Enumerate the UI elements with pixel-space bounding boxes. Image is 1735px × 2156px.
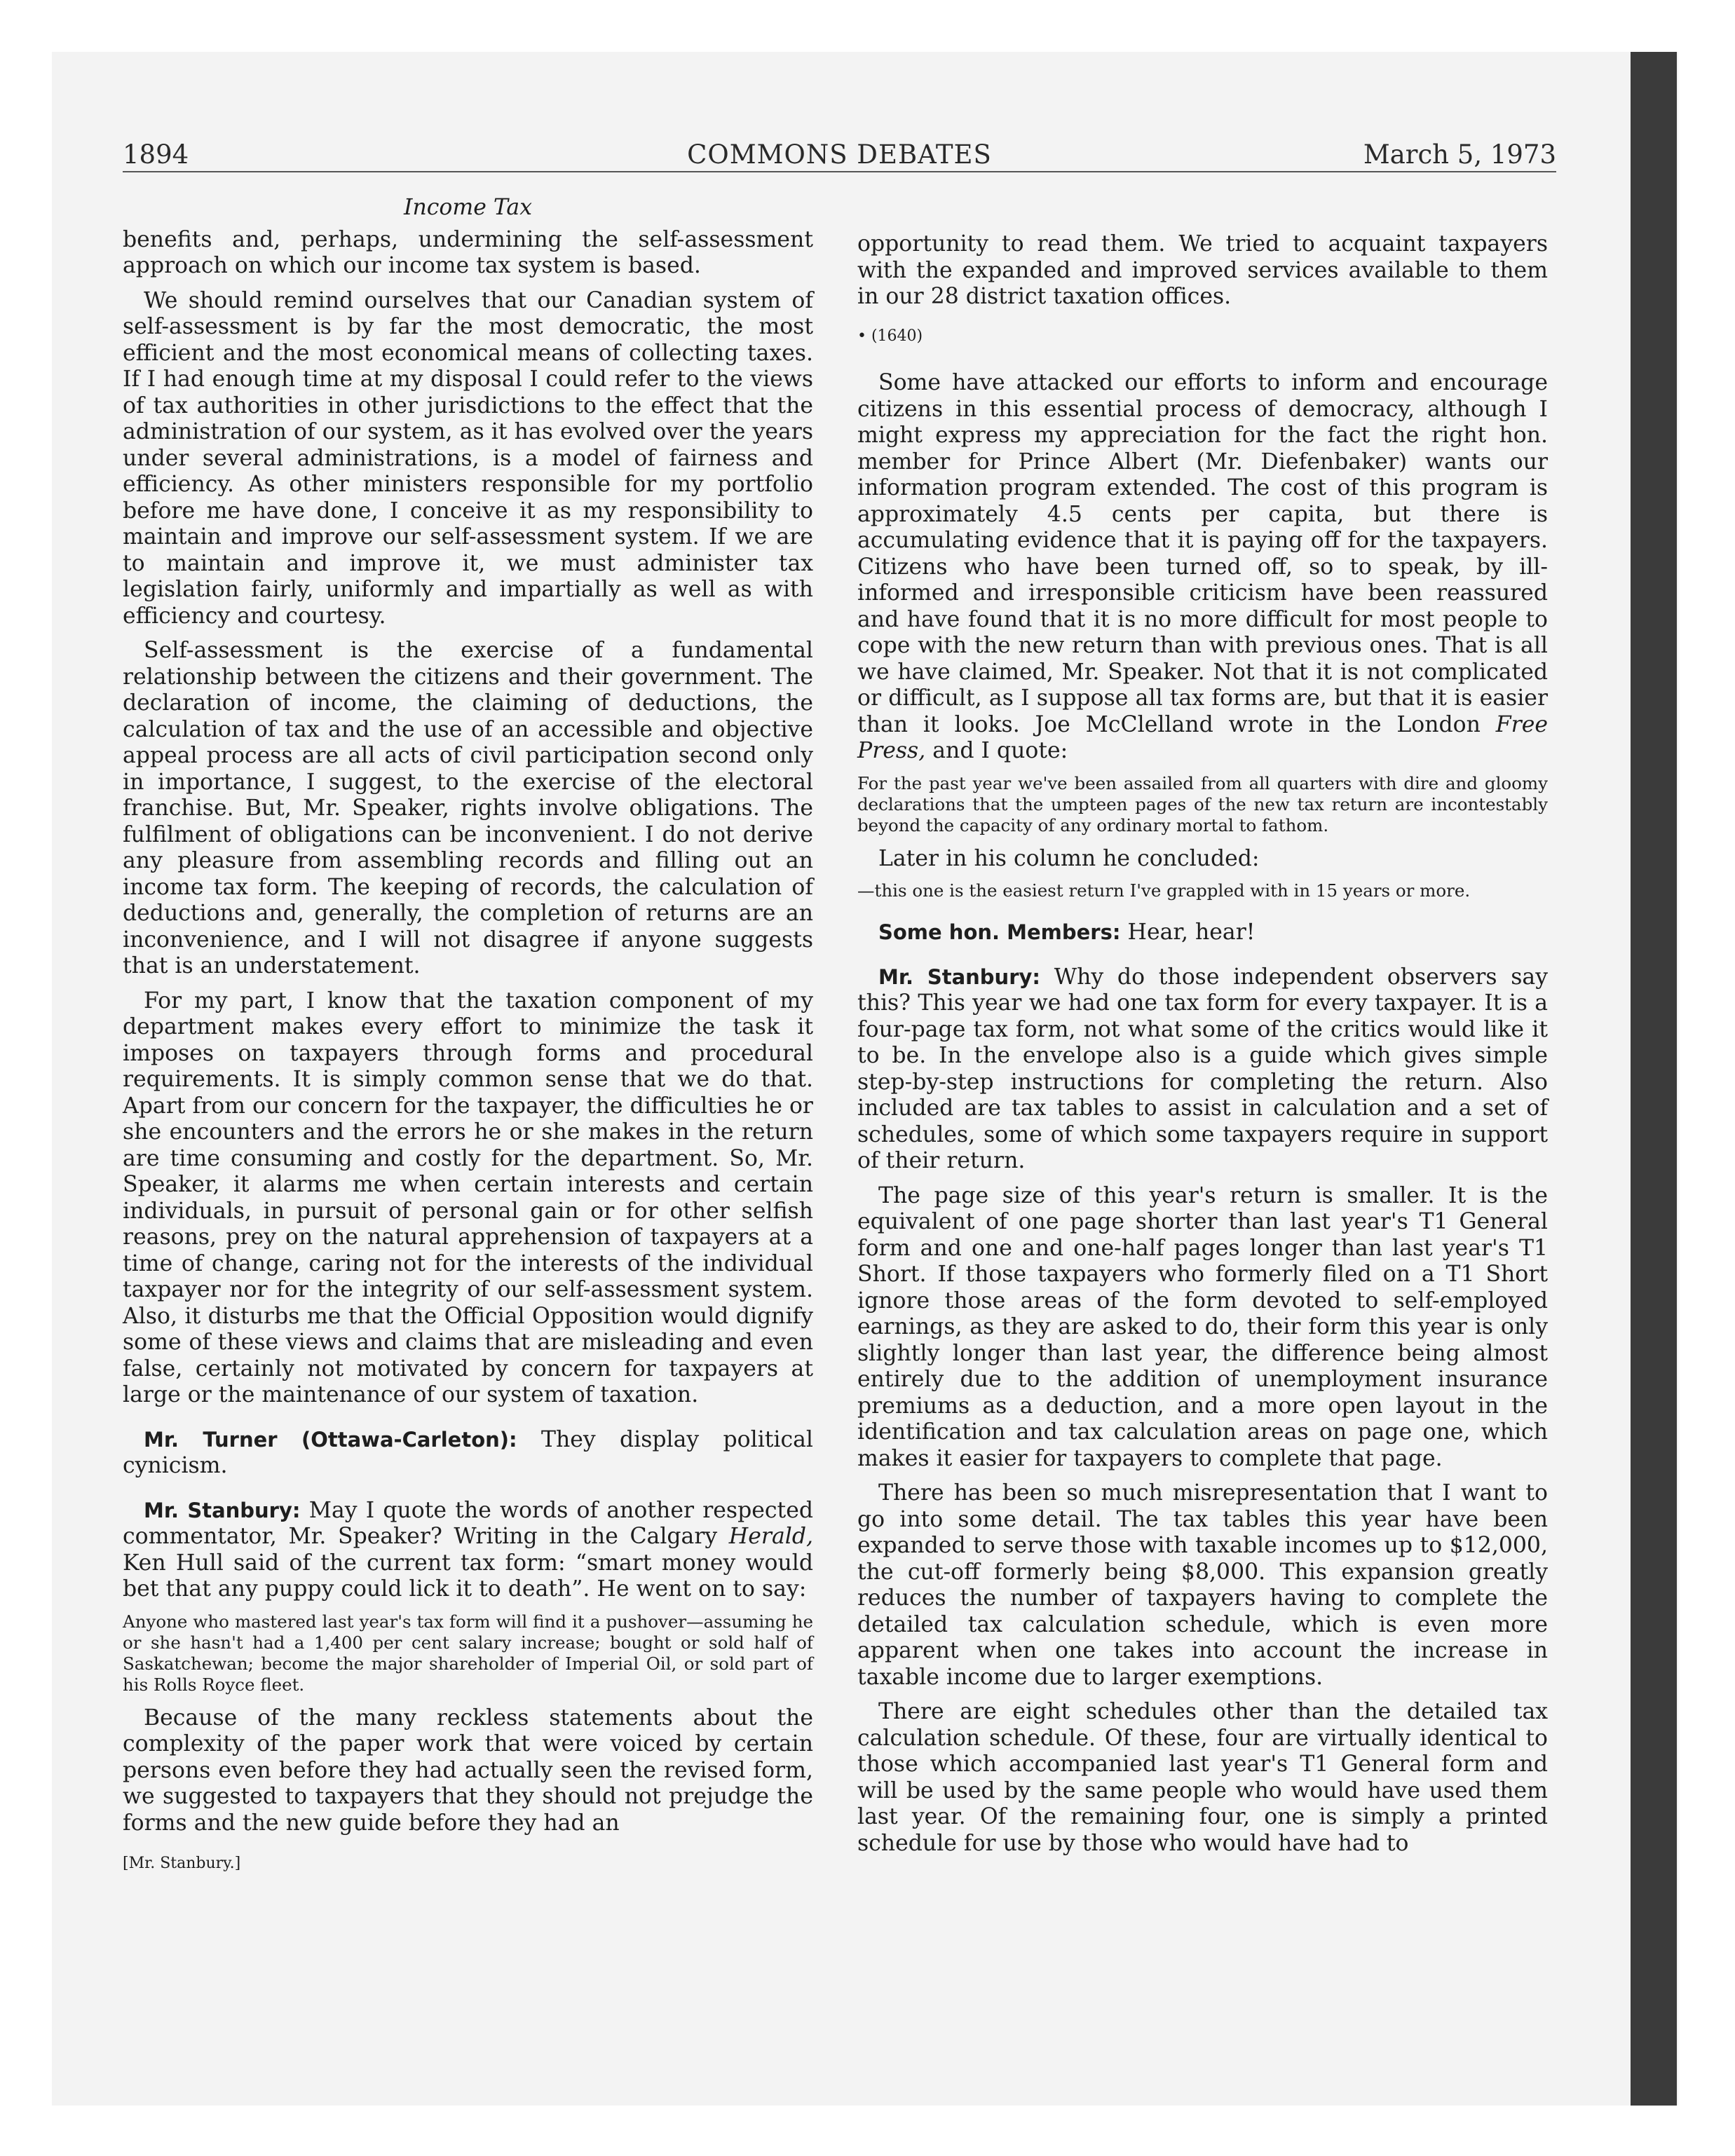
paragraph: benefits and, perhaps, undermining the self-assessment approach on which our income tax system is based. [123,226,813,278]
block-quote: Anyone who mastered last year's tax form will find it a pushover—assuming he or she hasn't had a 1,400 per cent salary increase; bought or sold half of Saskatchewan; become the major shareholder of Imperial Oil, or sold part of his Rolls Royce fleet. [123,1611,813,1695]
page-header [123,139,1556,171]
section-title: Income Tax [404,195,532,220]
speaker-name: Mr. Turner (Ottawa-Carleton): [144,1427,517,1452]
paragraph-text: Some have attacked our efforts to inform and encourage citizens in this essential process of democracy, although I might express my appreciation for the fact the right hon. member for Prince Albert (Mr. Diefenbaker) wants our information program extended. The cost of this program is approximately 4.5 cents per capita, but there is accumulating evidence that it is paying off for the taxpayers. Citizens who have been turned off, so to speak, by ill-informed and irresponsible criticism have been reassured and have found that it is no more difficult for most people to cope with the new return than with previous ones. That is all we have claimed, Mr. Speaker. Not that it is not complicated or difficult, as I suppose all tax forms are, but that it is easier than it looks. Joe McClelland wrote in the London [857,370,1548,737]
block-quote: For the past year we've been assailed from all quarters with dire and gloomy declarations that the umpteen pages of the new tax return are incontestably beyond the capacity of any ordinary mortal to fathom. [857,772,1548,835]
speech-turner [123,1427,813,1480]
speech-text: They display political cynicism. [123,1426,813,1478]
paragraph: The page size of this year's return is smaller. It is the equivalent of one page shorter than last year's T1 General form and one and one-half pages longer than last year's T1 Short. If those taxpayers who formerly filed on a T1 Short ignore those areas of the form devoted to self-employed earnings, as they are asked to do, their form this year is only slightly longer than last year, the difference being almost entirely due to the addition of unemployment insurance premiums as a deduction, and a more open layout in the identification and tax calculation areas on page one, which makes it easier for taxpayers to complete that page. [857,1182,1548,1471]
speech-stanbury [123,1498,813,1603]
speaker-name: Mr. Stanbury: [144,1498,301,1522]
paragraph: Because of the many reckless statements about the complexity of the paper work that were voiced by certain persons even before they had actually seen the revised form, we suggested to taxpayers that they should not prejudge the forms and the new guide before they had an [123,1705,813,1836]
paragraph: There are eight schedules other than the detailed tax calculation schedule. Of these, four are virtually identical to those which accompanied last year's T1 General form and will be used by the same people who would have used them last year. Of the remaining four, one is simply a printed schedule for use by those who would have had to [857,1699,1548,1856]
paragraph: Later in his column he concluded: [878,845,1260,871]
speaker-name: Mr. Stanbury: [878,964,1041,989]
speech-members [857,920,1548,946]
speaker-name: Some hon. Members: [878,920,1121,944]
speaker-byline: [Mr. Stanbury.] [123,1855,241,1872]
time-marker: • (1640) [857,327,923,345]
publication-title: COMMONS DEBATES [687,139,992,170]
header-rule [123,171,1556,172]
paragraph: Self-assessment is the exercise of a fundamental relationship between the citizens and their government. The declaration of income, the claiming of deductions, the calculation of tax and the use of an accessible and objective appeal process are all acts of civil participation second only in importance, I suggest, to the exercise of the electoral franchise. But, Mr. Speaker, rights involve obligations. The fulfilment of obligations can be inconvenient. I do not derive any pleasure from assembling records and filling out an income tax form. The keeping of records, the calculation of deductions and, generally, the completion of returns are an inconvenience, and I will not disagree if anyone suggests that is an understatement. [123,638,813,978]
paragraph: For my part, I know that the taxation component of my department makes every effort to minimize the task it imposes on taxpayers through forms and procedural requirements. It is simply common sense that we do that. Apart from our concern for the taxpayer, the difficulties he or she encounters and the errors he or she makes in the return are time consuming and costly for the department. So, Mr. Speaker, it alarms me when certain interests and certain individuals, in pursuit of personal gain or for other selfish reasons, prey on the natural apprehension of taxpayers at a time of change, caring not for the interests of the individual taxpayer nor for the integrity of our self-assessment system. Also, it disturbs me that the Official Opposition would dignify some of these views and claims that are misleading and even false, certainly not motivated by concern for taxpayers at large or the maintenance of our system of taxation. [123,988,813,1407]
block-quote: —this one is the easiest return I've grappled with in 15 years or more. [857,880,1471,901]
newspaper-name: Herald, [728,1524,813,1549]
page-number: 1894 [123,139,189,170]
speech-text: Ken Hull said of the current tax form: “smart money would bet that any puppy could lick it to death”. He went on to say: [123,1550,813,1602]
speech-text: Hear, hear! [1127,920,1256,945]
right-column [857,231,1548,1865]
paragraph-text: and I quote: [932,738,1068,763]
page-date: March 5, 1973 [1363,139,1556,170]
left-column [123,195,813,1885]
speech-text: Why do those independent observers say this? This year we had one tax form for every taxpayer. It is a four-page tax form, not what some of the critics would like it to be. In the envelope also is a guide which gives simple step-by-step instructions for completing the return. Also included are tax tables to assist in calculation and a set of schedules, some of which some taxpayers require in support of their return. [857,964,1549,1173]
paragraph: There has been so much misrepresentation that I want to go into some detail. The tax tables this year have been expanded to serve those with taxable incomes up to $12,000, the cut-off formerly being $8,000. This expansion greatly reduces the number of taxpayers having to complete the detailed tax calculation schedule, which is even more apparent when one takes into account the increase in taxable income due to larger exemptions. [857,1480,1548,1690]
paragraph: We should remind ourselves that our Canadian system of self-assessment is by far the most democratic, the most efficient and the most economical means of collecting taxes. If I had enough time at my disposal I could refer to the views of tax authorities in other jurisdictions to the effect that the administration of our system, as it has evolved over the years under several administrations, is a model of fairness and efficiency. As other ministers responsible for my portfolio before me have done, I conceive it as my responsibility to maintain and improve our self-assessment system. If we are to maintain and improve it, we must administer tax legislation fairly, uniformly and impartially as well as with efficiency and courtesy. [123,287,813,629]
scan-edge-bar [1631,52,1677,2106]
speech-stanbury [857,964,1548,1175]
newspaper-name: Free Press, [857,711,1548,763]
speech-text: May I quote the words of another respected commentator, Mr. Speaker? Writing in the Calgary [123,1497,814,1549]
paragraph [857,370,1548,765]
paragraph: opportunity to read them. We tried to acquaint taxpayers with the expanded and improved services available to them in our 28 district taxation offices. [857,231,1548,309]
